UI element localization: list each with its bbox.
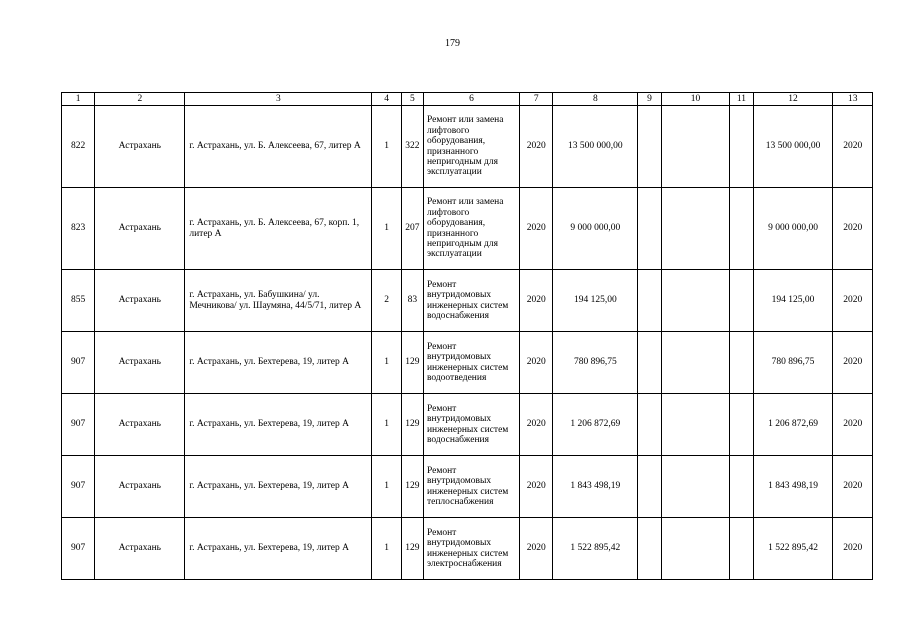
cell-amount: 1 843 498,19 <box>753 456 833 518</box>
cell-year: 2020 <box>520 106 553 188</box>
cell-year: 2020 <box>520 456 553 518</box>
table-row <box>62 394 873 456</box>
cell-col4: 1 <box>372 188 401 270</box>
cell-cost: 1 206 872,69 <box>553 394 638 456</box>
cell-col5: 83 <box>401 270 423 332</box>
cell-end-year: 2020 <box>833 106 873 188</box>
registry-table <box>61 92 873 580</box>
cell-address: г. Астрахань, ул. Бехтерева, 19, литер А <box>185 456 372 518</box>
cell-col10 <box>661 518 730 580</box>
cell-municipality: Астрахань <box>95 456 185 518</box>
cell-amount: 13 500 000,00 <box>753 106 833 188</box>
cell-number: 907 <box>62 518 95 580</box>
cell-cost: 13 500 000,00 <box>553 106 638 188</box>
cell-cost: 1 522 895,42 <box>553 518 638 580</box>
column-header: 11 <box>730 93 753 106</box>
cell-address: г. Астрахань, ул. Б. Алексеева, 67, литер А <box>185 106 372 188</box>
cell-col10 <box>661 188 730 270</box>
cell-col11 <box>730 394 753 456</box>
cell-municipality: Астрахань <box>95 332 185 394</box>
cell-end-year: 2020 <box>833 332 873 394</box>
cell-municipality: Астрахань <box>95 394 185 456</box>
cell-number: 822 <box>62 106 95 188</box>
cell-year: 2020 <box>520 270 553 332</box>
column-header: 5 <box>401 93 423 106</box>
cell-cost: 780 896,75 <box>553 332 638 394</box>
cell-cost: 1 843 498,19 <box>553 456 638 518</box>
table-row <box>62 188 873 270</box>
column-header: 12 <box>753 93 833 106</box>
cell-address: г. Астрахань, ул. Б. Алексеева, 67, корп. 1, литер А <box>185 188 372 270</box>
cell-end-year: 2020 <box>833 518 873 580</box>
cell-address: г. Астрахань, ул. Бехтерева, 19, литер А <box>185 332 372 394</box>
page-number: 179 <box>445 38 460 49</box>
cell-col4: 1 <box>372 332 401 394</box>
cell-address: г. Астрахань, ул. Бехтерева, 19, литер А <box>185 394 372 456</box>
column-header: 3 <box>185 93 372 106</box>
cell-number: 907 <box>62 332 95 394</box>
cell-end-year: 2020 <box>833 270 873 332</box>
cell-col5: 322 <box>401 106 423 188</box>
column-header: 7 <box>520 93 553 106</box>
cell-col9 <box>638 394 661 456</box>
header-row <box>62 93 873 106</box>
column-header: 13 <box>833 93 873 106</box>
cell-municipality: Астрахань <box>95 188 185 270</box>
cell-amount: 1 206 872,69 <box>753 394 833 456</box>
cell-col10 <box>661 456 730 518</box>
cell-col5: 207 <box>401 188 423 270</box>
cell-col4: 1 <box>372 456 401 518</box>
cell-number: 907 <box>62 456 95 518</box>
cell-col5: 129 <box>401 456 423 518</box>
cell-col11 <box>730 518 753 580</box>
cell-col11 <box>730 106 753 188</box>
column-header: 1 <box>62 93 95 106</box>
cell-year: 2020 <box>520 188 553 270</box>
cell-number: 823 <box>62 188 95 270</box>
cell-col4: 2 <box>372 270 401 332</box>
cell-work-type: Ремонт внутридомовых инженерных систем водоснабжения <box>423 270 519 332</box>
column-header: 9 <box>638 93 661 106</box>
cell-col4: 1 <box>372 106 401 188</box>
cell-address: г. Астрахань, ул. Бабушкина/ ул. Мечникова/ ул. Шаумяна, 44/5/71, литер А <box>185 270 372 332</box>
cell-col10 <box>661 106 730 188</box>
cell-year: 2020 <box>520 332 553 394</box>
cell-col5: 129 <box>401 394 423 456</box>
cell-address: г. Астрахань, ул. Бехтерева, 19, литер А <box>185 518 372 580</box>
cell-col4: 1 <box>372 518 401 580</box>
cell-municipality: Астрахань <box>95 106 185 188</box>
table-row <box>62 106 873 188</box>
table-row <box>62 332 873 394</box>
cell-amount: 194 125,00 <box>753 270 833 332</box>
cell-amount: 780 896,75 <box>753 332 833 394</box>
cell-col9 <box>638 518 661 580</box>
cell-end-year: 2020 <box>833 188 873 270</box>
cell-col11 <box>730 270 753 332</box>
cell-end-year: 2020 <box>833 456 873 518</box>
cell-col11 <box>730 332 753 394</box>
column-header: 4 <box>372 93 401 106</box>
cell-col11 <box>730 456 753 518</box>
cell-work-type: Ремонт или замена лифтового оборудования, признанного непригодным для эксплуатации <box>423 188 519 270</box>
cell-work-type: Ремонт внутридомовых инженерных систем водоснабжения <box>423 394 519 456</box>
column-header: 8 <box>553 93 638 106</box>
cell-amount: 9 000 000,00 <box>753 188 833 270</box>
column-header: 6 <box>423 93 519 106</box>
cell-col9 <box>638 106 661 188</box>
cell-year: 2020 <box>520 518 553 580</box>
cell-year: 2020 <box>520 394 553 456</box>
cell-amount: 1 522 895,42 <box>753 518 833 580</box>
cell-number: 855 <box>62 270 95 332</box>
cell-municipality: Астрахань <box>95 518 185 580</box>
cell-col11 <box>730 188 753 270</box>
table-row <box>62 270 873 332</box>
cell-work-type: Ремонт или замена лифтового оборудования, признанного непригодным для эксплуатации <box>423 106 519 188</box>
table-row <box>62 456 873 518</box>
cell-col5: 129 <box>401 518 423 580</box>
cell-work-type: Ремонт внутридомовых инженерных систем водоотведения <box>423 332 519 394</box>
cell-end-year: 2020 <box>833 394 873 456</box>
cell-work-type: Ремонт внутридомовых инженерных систем теплоснабжения <box>423 456 519 518</box>
cell-col10 <box>661 332 730 394</box>
cell-col4: 1 <box>372 394 401 456</box>
table-row <box>62 518 873 580</box>
cell-col9 <box>638 188 661 270</box>
cell-cost: 194 125,00 <box>553 270 638 332</box>
cell-col10 <box>661 270 730 332</box>
cell-col9 <box>638 332 661 394</box>
cell-cost: 9 000 000,00 <box>553 188 638 270</box>
column-header: 2 <box>95 93 185 106</box>
cell-col9 <box>638 270 661 332</box>
cell-number: 907 <box>62 394 95 456</box>
cell-work-type: Ремонт внутридомовых инженерных систем электроснабжения <box>423 518 519 580</box>
cell-col5: 129 <box>401 332 423 394</box>
column-header: 10 <box>661 93 730 106</box>
cell-col10 <box>661 394 730 456</box>
cell-col9 <box>638 456 661 518</box>
cell-municipality: Астрахань <box>95 270 185 332</box>
